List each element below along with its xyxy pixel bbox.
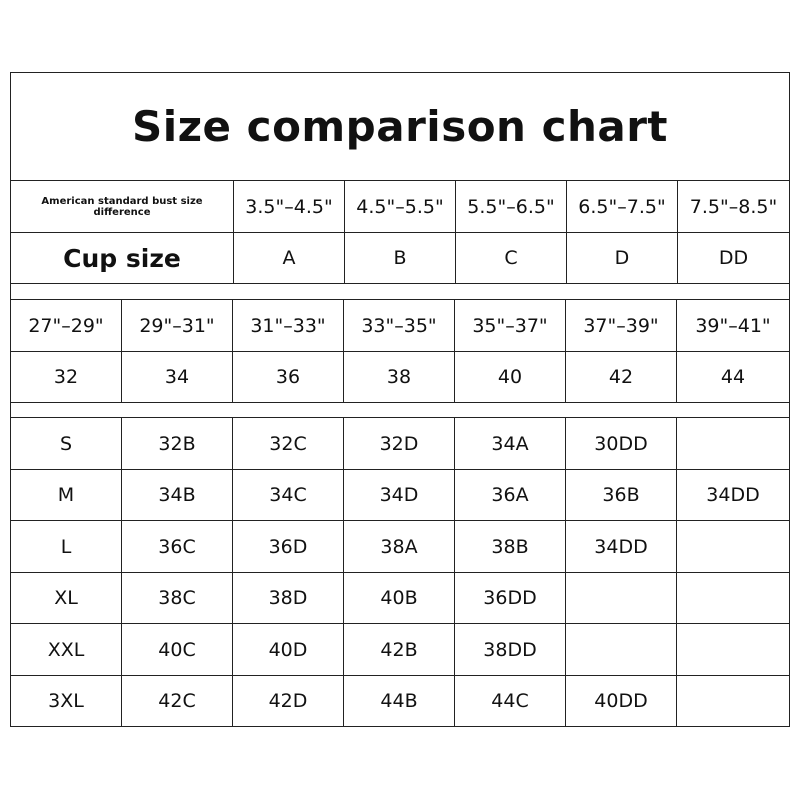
size-row-xxl	[11, 624, 789, 676]
underbust-cell: 33"–35"	[344, 300, 455, 351]
underbust-row	[11, 300, 789, 352]
size-cell: 30DD	[566, 418, 677, 469]
size-cell: XXL	[11, 624, 122, 675]
row-separator	[11, 284, 789, 300]
underbust-cell: 27"–29"	[11, 300, 122, 351]
size-row-m	[11, 470, 789, 521]
size-row-xl	[11, 573, 789, 624]
bust-difference-label: American standard bust size difference	[11, 181, 234, 232]
band-size-cell: 40	[455, 352, 566, 402]
title-row	[11, 73, 789, 181]
underbust-cell: 39"–41"	[695, 314, 771, 337]
band-size-cell: 38	[344, 352, 455, 402]
size-cell: 36C	[122, 521, 233, 572]
size-cell: 34DD	[706, 484, 760, 506]
row-separator	[11, 403, 789, 418]
size-cell: 44B	[344, 676, 455, 726]
cup-size-cell: DD	[718, 247, 749, 269]
size-row-s	[11, 418, 789, 470]
size-cell	[677, 521, 789, 572]
bust-difference-cell: 3.5"–4.5"	[234, 181, 345, 232]
cup-size-cell: A	[234, 233, 345, 283]
cup-size-cell: D	[567, 233, 678, 283]
size-cell: 34A	[455, 418, 566, 469]
size-cell: 36D	[233, 521, 344, 572]
size-cell: 32B	[122, 418, 233, 469]
band-size-cell: 42	[566, 352, 677, 402]
size-cell	[566, 624, 677, 675]
underbust-cell: 29"–31"	[122, 300, 233, 351]
size-cell	[566, 573, 677, 623]
chart-title: Size comparison chart	[131, 102, 669, 151]
size-cell: 40DD	[566, 676, 677, 726]
size-cell	[677, 418, 789, 469]
size-cell: 40B	[344, 573, 455, 623]
size-cell: S	[11, 418, 122, 469]
band-size-cell: 34	[122, 352, 233, 402]
size-cell: 42B	[344, 624, 455, 675]
size-cell: XL	[11, 573, 122, 623]
size-cell: 3XL	[11, 676, 122, 726]
size-cell: 38D	[233, 573, 344, 623]
size-cell: L	[11, 521, 122, 572]
bust-difference-cell: 7.5"–8.5"	[689, 195, 778, 218]
size-cell: 38C	[122, 573, 233, 623]
size-cell: 40D	[233, 624, 344, 675]
underbust-cell: 35"–37"	[455, 300, 566, 351]
cup-size-cell: C	[456, 233, 567, 283]
size-cell	[677, 624, 789, 675]
size-cell: 44C	[455, 676, 566, 726]
bust-difference-cell: 4.5"–5.5"	[345, 181, 456, 232]
underbust-cell: 37"–39"	[566, 300, 677, 351]
size-cell: 34D	[344, 470, 455, 520]
size-cell: 42D	[233, 676, 344, 726]
size-cell: 36DD	[455, 573, 566, 623]
size-cell: 38B	[455, 521, 566, 572]
cup-size-row	[11, 233, 789, 284]
band-size-cell: 32	[11, 352, 122, 402]
size-cell: 36B	[566, 470, 677, 520]
size-cell: 36A	[455, 470, 566, 520]
bust-difference-cell: 6.5"–7.5"	[567, 181, 678, 232]
size-cell: 34C	[233, 470, 344, 520]
size-cell: M	[11, 470, 122, 520]
band-size-cell: 36	[233, 352, 344, 402]
cup-size-label: Cup size	[11, 233, 234, 283]
size-cell: 42C	[122, 676, 233, 726]
cup-size-cell: B	[345, 233, 456, 283]
bust-difference-row	[11, 181, 789, 233]
size-cell: 34B	[122, 470, 233, 520]
size-cell	[677, 676, 789, 726]
size-cell: 38DD	[455, 624, 566, 675]
size-row-3xl	[11, 676, 789, 726]
size-cell: 32D	[344, 418, 455, 469]
underbust-cell: 31"–33"	[233, 300, 344, 351]
bust-difference-cell: 5.5"–6.5"	[456, 181, 567, 232]
size-cell: 32C	[233, 418, 344, 469]
size-chart-table	[10, 72, 790, 727]
size-cell: 38A	[344, 521, 455, 572]
band-size-row	[11, 352, 789, 403]
size-row-l	[11, 521, 789, 573]
band-size-cell: 44	[720, 366, 746, 388]
size-cell: 34DD	[566, 521, 677, 572]
size-cell	[677, 573, 789, 623]
size-cell: 40C	[122, 624, 233, 675]
